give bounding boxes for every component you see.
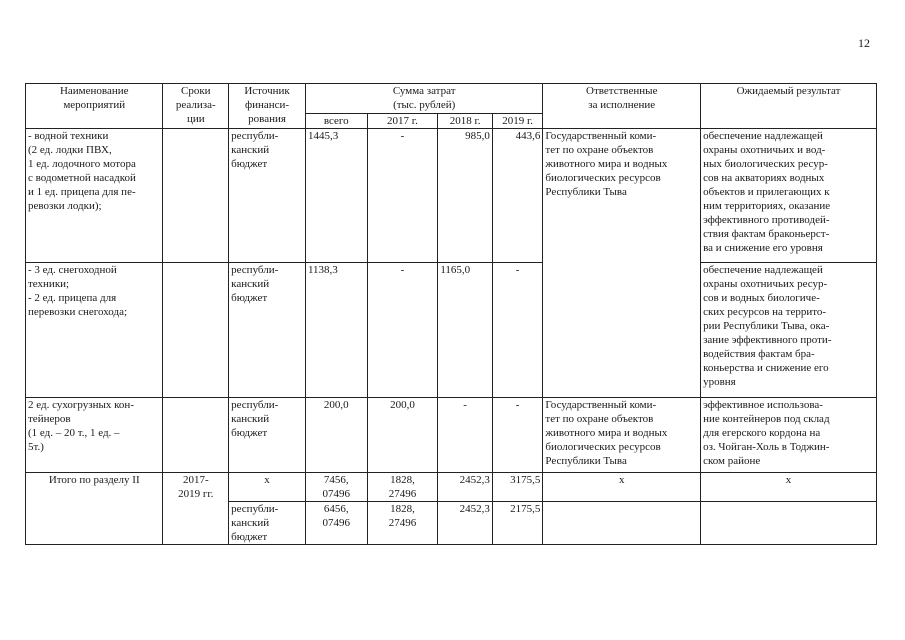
budget-table (25, 83, 877, 545)
cell-total-responsible: х (543, 473, 701, 502)
cell-2019: 443,6 (492, 129, 543, 263)
header-total: всего (305, 114, 367, 129)
cell-total: 1138,3 (305, 263, 367, 398)
header-2019: 2019 г. (492, 114, 543, 129)
cell-total-source: х (229, 473, 306, 502)
table-row (26, 129, 877, 263)
cell-result: обеспечение надлежащей охраны охотничьих и вод- ных биологических ресур- сов на акваториях водных объектов и прилегающих к ним территориях, оказание эффективного противодей- ствия фактам браконьерст- ва и снижение его уровня (701, 129, 877, 263)
cell-total-2019: 3175,5 (492, 473, 543, 502)
cell-total-period: 2017- 2019 гг. (163, 473, 229, 545)
cell-source: республи- канский бюджет (229, 129, 306, 263)
cell-source: республи- канский бюджет (229, 263, 306, 398)
cell-sub-source: республи- канский бюджет (229, 502, 306, 545)
cell-2018: - (438, 398, 493, 473)
cell-total-result: х (701, 473, 877, 502)
cell-2018: 985,0 (438, 129, 493, 263)
cell-sub-2019: 2175,5 (492, 502, 543, 545)
cell-source: республи- канский бюджет (229, 398, 306, 473)
cell-name: - 3 ед. снегоходной техники; - 2 ед. прицепа для перевозки снегохода; (26, 263, 163, 398)
cell-total-2018: 2452,3 (438, 473, 493, 502)
cell-2017: 200,0 (367, 398, 438, 473)
cell-responsible: Государственный коми- тет по охране объектов животного мира и водных биологических ресурсов Республики Тыва (543, 129, 701, 398)
total-row (26, 473, 877, 502)
cell-total: 1445,3 (305, 129, 367, 263)
cell-2018: 1165,0 (438, 263, 493, 398)
cell-total-2017: 1828, 27496 (367, 473, 438, 502)
table-row (26, 398, 877, 473)
cell-sub-responsible (543, 502, 701, 545)
header-period: Сроки реализа- ции (163, 84, 229, 129)
cell-total-name: Итого по разделу II (26, 473, 163, 545)
table-row (26, 263, 877, 398)
cell-sub-result (701, 502, 877, 545)
cell-total-total: 7456, 07496 (305, 473, 367, 502)
cell-responsible: Государственный коми- тет по охране объектов животного мира и водных биологических ресурсов Республики Тыва (543, 398, 701, 473)
cell-2019: - (492, 263, 543, 398)
header-source: Источник финанси- рования (229, 84, 306, 129)
header-name: Наименование мероприятий (26, 84, 163, 129)
cell-2019: - (492, 398, 543, 473)
header-2017: 2017 г. (367, 114, 438, 129)
header-cost: Сумма затрат (тыс. рублей) (305, 84, 542, 114)
cell-result: обеспечение надлежащей охраны охотничьих ресур- сов и водных биологиче- ских ресурсов на террито- рии Республики Тыва, ока- зание эффективного проти- водействия фактам бра- коньерства и снижение его уровня (701, 263, 877, 398)
cell-name: - водной техники (2 ед. лодки ПВХ, 1 ед. лодочного мотора с водометной насадкой и 1 ед. прицепа для пе- ревозки лодки); (26, 129, 163, 263)
cell-sub-2018: 2452,3 (438, 502, 493, 545)
page-number: 12 (858, 36, 870, 50)
cell-sub-2017: 1828, 27496 (367, 502, 438, 545)
header-responsible: Ответственные за исполнение (543, 84, 701, 129)
cell-period (163, 398, 229, 473)
cell-2017: - (367, 263, 438, 398)
header-result: Ожидаемый результат (701, 84, 877, 129)
cell-period (163, 129, 229, 263)
cell-2017: - (367, 129, 438, 263)
cell-result: эффективное использова- ние контейнеров под склад для егерского кордона на оз. Чойган-Холь в Тоджин- ском районе (701, 398, 877, 473)
cell-sub-total: 6456, 07496 (305, 502, 367, 545)
cell-name: 2 ед. сухогрузных кон- тейнеров (1 ед. – 20 т., 1 ед. – 5т.) (26, 398, 163, 473)
header-2018: 2018 г. (438, 114, 493, 129)
cell-period (163, 263, 229, 398)
cell-total: 200,0 (305, 398, 367, 473)
